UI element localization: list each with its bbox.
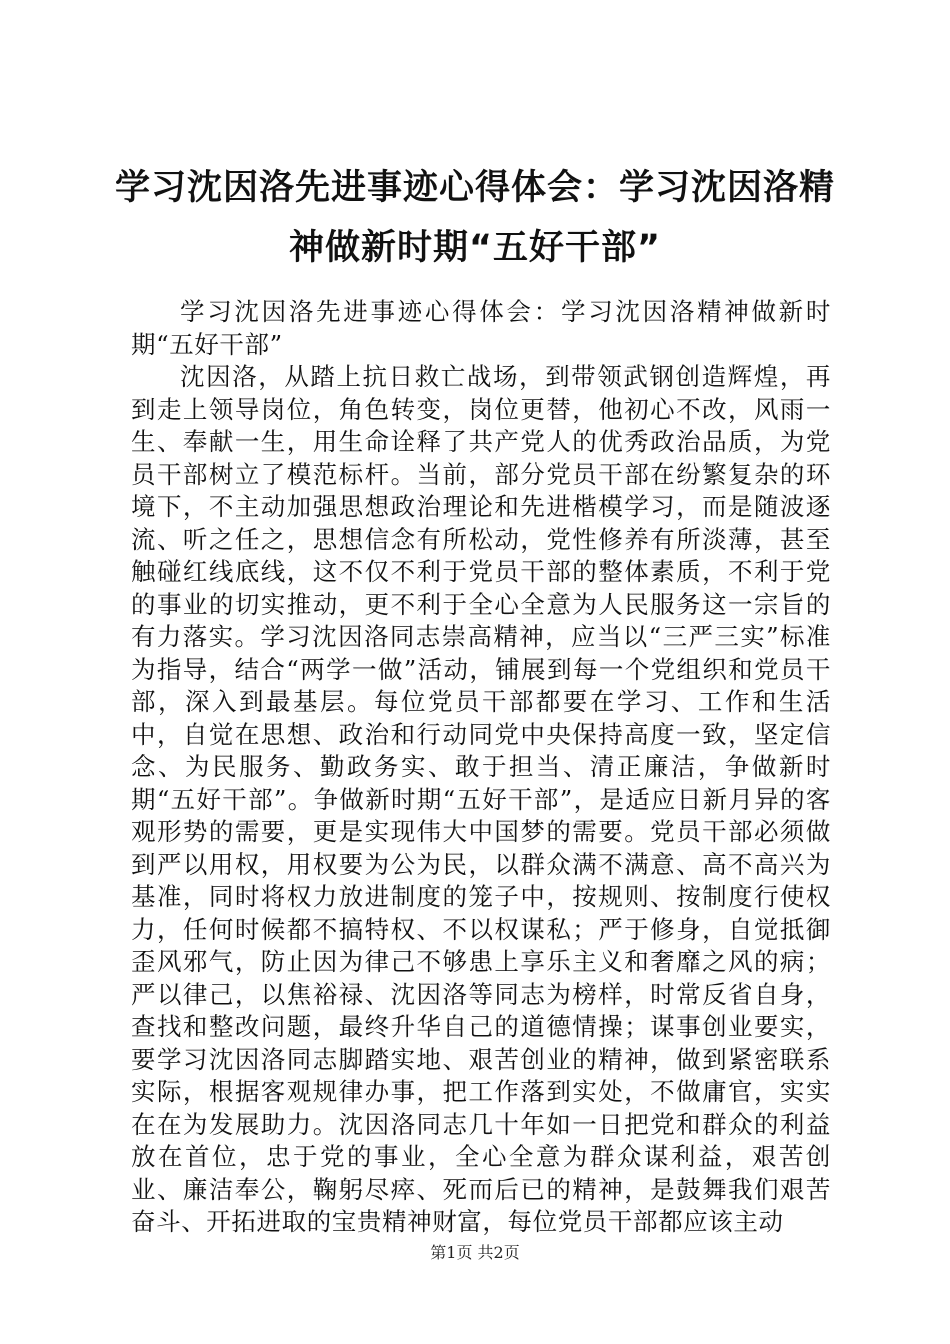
document-body xyxy=(131,296,831,1239)
subtitle-paragraph: 学习沈因洛先进事迹心得体会：学习沈因洛精神做新时期“五好干部” xyxy=(131,297,831,359)
body-paragraph: 沈因洛，从踏上抗日救亡战场，到带领武钢创造辉煌，再到走上领导岗位，角色转变，岗位更替，他初心不改，风雨一生、奉献一生，用生命诠释了共产党人的优秀政治品质，为党员干部树立了模范标杆。当前，部分党员干部在纷繁复杂的环境下，不主动加强思想政治理论和先进楷模学习，而是随波逐流、听之任之，思想信念有所松动，党性修养有所淡薄，甚至触碰红线底线，这不仅不利于党员干部的整体素质，不利于党的事业的切实推动，更不利于全心全意为人民服务这一宗旨的有力落实。学习沈因洛同志崇高精神，应当以“三严三实”标准为指导，结合“两学一做”活动，铺展到每一个党组织和党员干部，深入到最基层。每位党员干部都要在学习、工作和生活中，自觉在思想、政治和行动同党中央保持高度一致，坚定信念、为民服务、勤政务实、敢于担当、清正廉洁，争做新时期“五好干部”。争做新时期“五好干部”，是适应日新月异的客观形势的需要，更是实现伟大中国梦的需要。党员干部必须做到严以用权，用权要为公为民，以群众满不满意、高不高兴为基准，同时将权力放进制度的笼子中，按规则、按制度行使权力，任何时候都不搞特权、不以权谋私；严于修身，自觉抵御歪风邪气，防止因为律己不够患上享乐主义和奢靡之风的病；严以律己，以焦裕禄、沈因洛等同志为榜样，时常反省自身，查找和整改问题，最终升华自己的道德情操；谋事创业要实，要学习沈因洛同志脚踏实地、艰苦创业的精神，做到紧密联系实际，根据客观规律办事，把工作落到实处，不做庸官，实实在在为发展助力。沈因洛同志几十年如一日把党和群众的利益放在首位，忠于党的事业，全心全意为群众谋利益，艰苦创业、廉洁奉公，鞠躬尽瘁、死而后已的精神，是鼓舞我们艰苦奋斗、开拓进取的宝贵精神财富，每位党员干部都应该主动 xyxy=(131,362,831,1236)
document-title: 学习沈因洛先进事迹心得体会：学习沈因洛精神做新时期“五好干部” xyxy=(114,168,835,268)
page-number-footer: 第1页 共2页 xyxy=(430,1243,520,1262)
